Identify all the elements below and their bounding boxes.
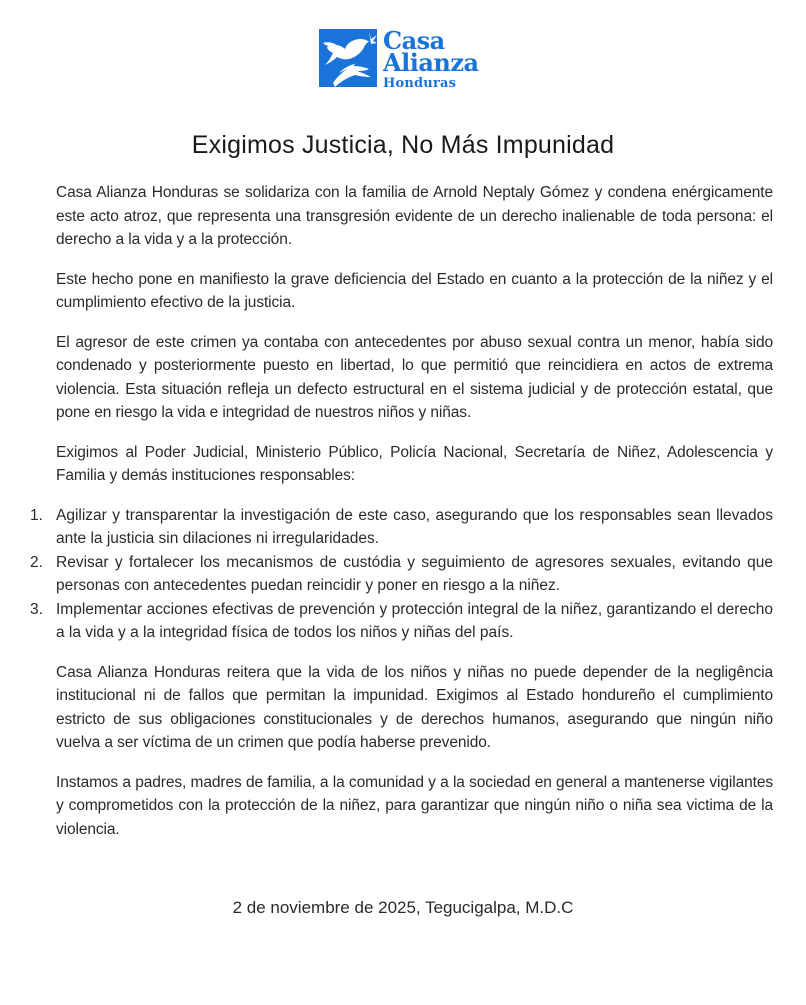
casa-alianza-logo	[319, 26, 479, 91]
list-item-text: Agilizar y transparentar la investigación de este caso, asegurando que los responsables sean llevados ante la justicia sin dilaciones ni irregularidades.	[56, 506, 773, 547]
page-title: Exigimos Justicia, No Más Impunidad	[191, 131, 615, 159]
logo-text-honduras: Honduras	[383, 76, 457, 91]
logo-wordmark	[383, 26, 479, 91]
logo-text-casa: Casa	[383, 26, 445, 55]
list-number: 1.	[30, 506, 43, 524]
paragraph: Este hecho pone en manifiesto la grave deficiencia del Estado en cuanto a la protección de la niñez y el cumplimiento efectivo de la justicia.	[56, 270, 773, 311]
dove-hands-icon	[319, 29, 377, 87]
logo-text-alianza: Alianza	[383, 48, 479, 77]
demands-list	[30, 504, 773, 645]
date-location-line: 2 de noviembre de 2025, Tegucigalpa, M.D.C	[232, 898, 574, 917]
list-item	[30, 504, 773, 551]
paragraph: Casa Alianza Honduras reitera que la vida de los niños y niñas no puede depender de la negligência institucional ni de fallos que permitan la impunidad. Exigimos al Estado hondureño el cumplimiento estricto de sus obligaciones constitucionales y de derechos humanos, asegurando que ningún niño vuelva a ser víctima de un crimen que podía haberse prevenido.	[56, 663, 773, 751]
list-item	[30, 598, 773, 645]
paragraph: El agresor de este crimen ya contaba con antecedentes por abuso sexual contra un menor, había sido condenado y posteriormente puesto en libertad, lo que permitió que reincidiera en actos de extrema violencia. Esta situación refleja un defecto estructural en el sistema judicial y de protección estatal, que pone en riesgo la vida e integridad de nuestros niños y niñas.	[56, 333, 773, 421]
statement-body	[30, 181, 773, 857]
list-item-text: Implementar acciones efectivas de prevención y protección integral de la niñez, garantizando el derecho a la vida y a la integridad física de todos los niños y niñas del país.	[56, 600, 773, 641]
list-number: 2.	[30, 553, 43, 571]
paragraph: Exigimos al Poder Judicial, Ministerio Público, Policía Nacional, Secretaría de Niñez, Adolescencia y Familia y demás instituciones responsables:	[56, 443, 773, 484]
paragraph: Casa Alianza Honduras se solidariza con la familia de Arnold Neptaly Gómez y condena enérgicamente este acto atroz, que representa una transgresión evidente de un derecho inalienable de toda persona: el derecho a la vida y a la protección.	[56, 184, 773, 248]
list-item-text: Revisar y fortalecer los mecanismos de custódia y seguimiento de agresores sexuales, evitando que personas con antecedentes puedan reincidir y poner en riesgo a la niñez.	[56, 553, 773, 594]
paragraph: Instamos a padres, madres de familia, a la comunidad y a la sociedad en general a mantenerse vigilantes y comprometidos con la protección de la niñez, para garantizar que ningún niño o niña sea victima de la violencia.	[56, 773, 773, 838]
list-item	[30, 551, 773, 598]
list-number: 3.	[30, 600, 43, 618]
